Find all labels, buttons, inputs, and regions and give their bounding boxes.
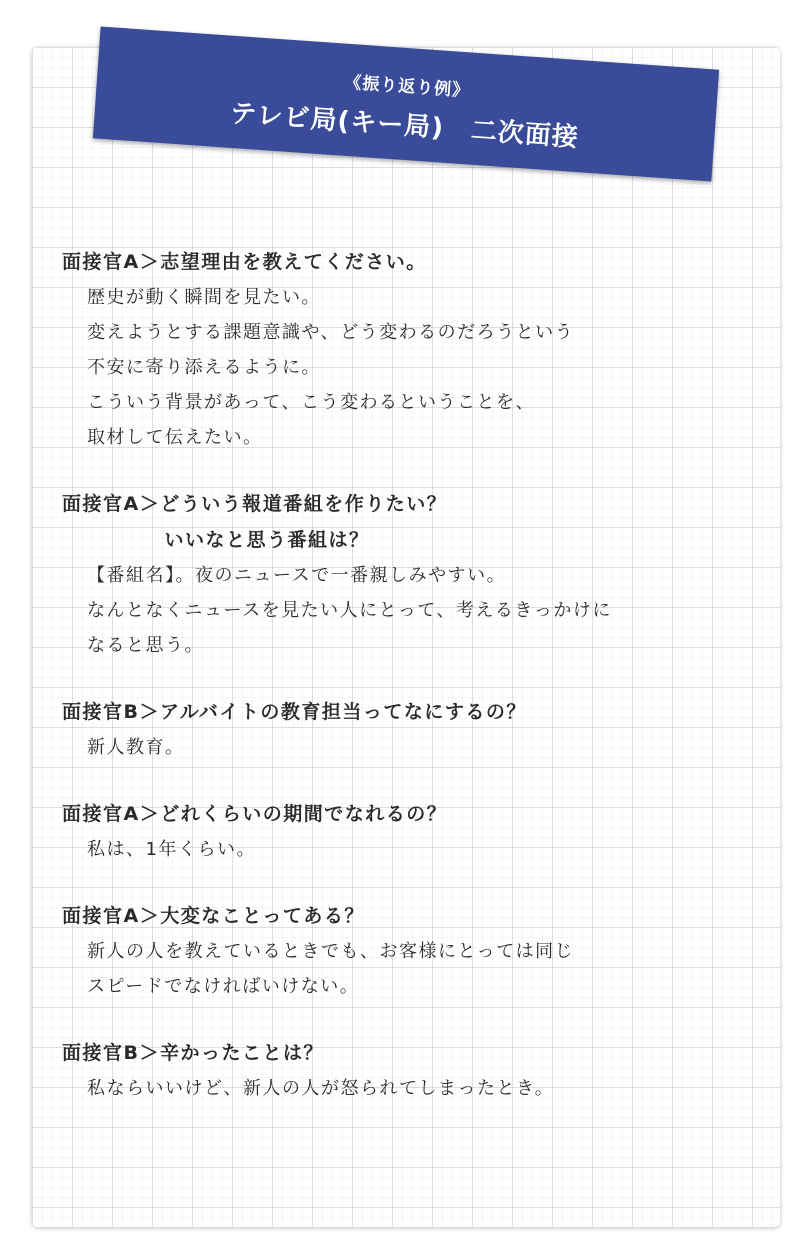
answer-line: 私ならいいけど、新人の人が怒られてしまったとき。 — [87, 1078, 555, 1099]
question-line: 面接官A＞どういう報道番組を作りたい？ — [62, 493, 448, 515]
banner-subtitle: 《振り返り例》 — [343, 72, 471, 102]
question-line: 面接官A＞志望理由を教えてください。 — [62, 251, 427, 273]
qa-block — [62, 1035, 742, 1106]
interview-transcript — [62, 244, 742, 1137]
answer-line: なんとなくニュースを見たい人にとって、考えるきっかけに — [87, 600, 612, 621]
answer-line: 不安に寄り添えるように。 — [87, 357, 321, 378]
qa-block — [62, 898, 742, 1004]
banner-title: テレビ局(キー局) 二次面接 — [229, 98, 580, 154]
answer-line: こういう背景があって、こう変わるということを、 — [87, 392, 535, 413]
question-line: 面接官B＞アルバイトの教育担当ってなにするの？ — [62, 701, 527, 723]
qa-block — [62, 486, 742, 663]
question-line: いいなと思う番組は？ — [62, 529, 370, 551]
answer-line: スピードでなければいけない。 — [87, 976, 360, 997]
qa-block — [62, 694, 742, 765]
answer-line: 私は、1年くらい。 — [87, 839, 256, 860]
answer-line: 歴史が動く瞬間を見たい。 — [87, 287, 321, 308]
answer-line: なると思う。 — [87, 635, 204, 656]
question-line: 面接官A＞どれくらいの期間でなれるの？ — [62, 803, 448, 825]
answer-line: 【番組名】。夜のニュースで一番親しみやすい。 — [87, 565, 507, 586]
question-line: 面接官A＞大変なことってある？ — [62, 905, 365, 927]
answer-line: 取材して伝えたい。 — [87, 427, 263, 448]
question-line: 面接官B＞辛かったことは？ — [62, 1042, 324, 1064]
qa-block — [62, 796, 742, 867]
qa-block — [62, 244, 742, 455]
answer-line: 変えようとする課題意識や、どう変わるのだろうという — [87, 322, 575, 343]
answer-line: 新人の人を教えているときでも、お客様にとっては同じ — [87, 941, 575, 962]
answer-line: 新人教育。 — [87, 737, 185, 758]
